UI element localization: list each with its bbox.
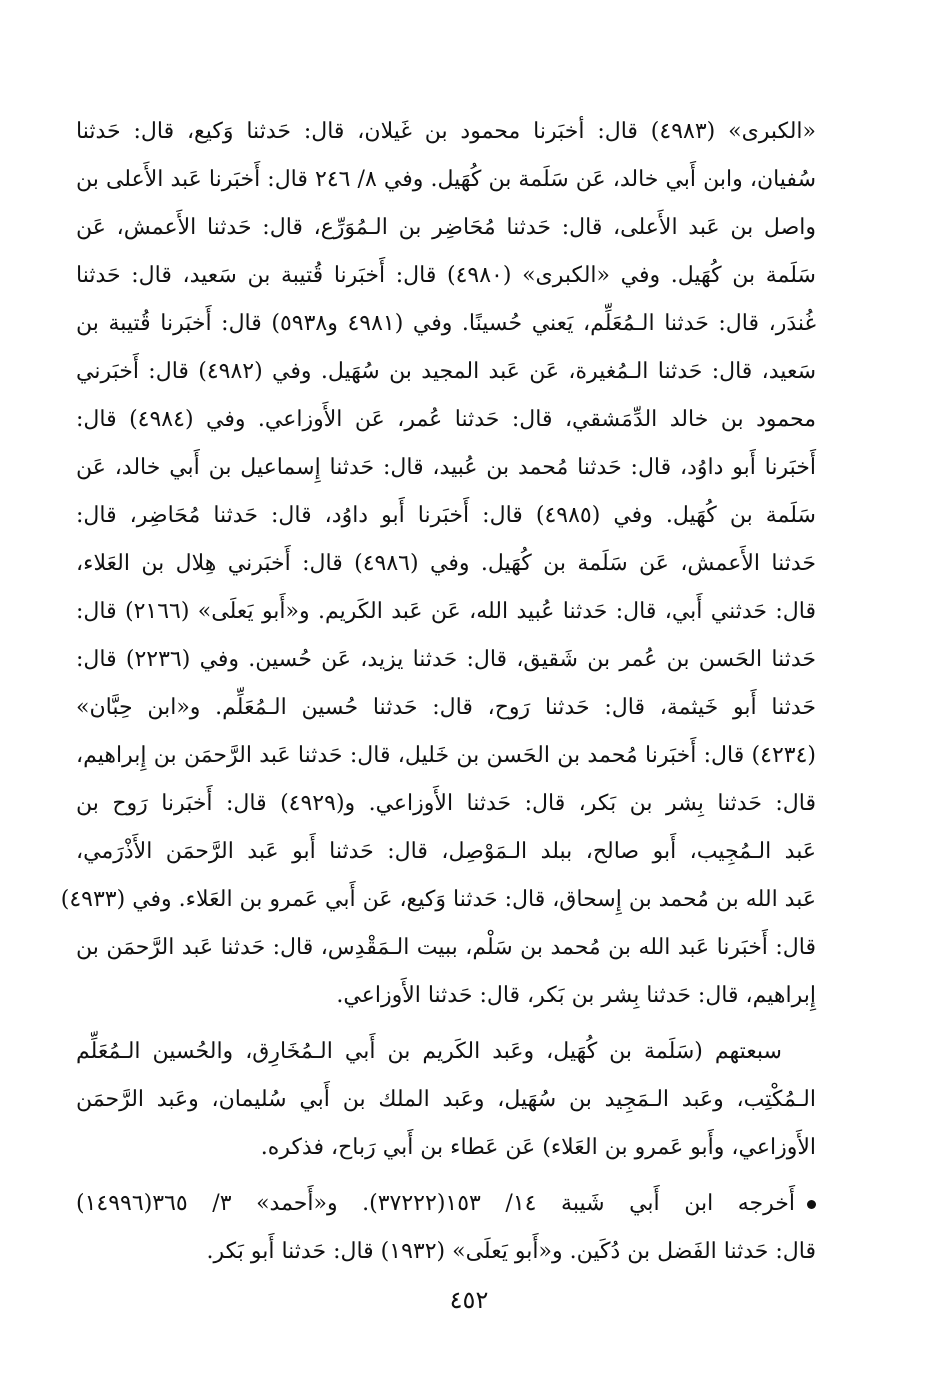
page-number: ٤٥٢ xyxy=(449,1286,489,1314)
main-paragraph xyxy=(60,108,817,1020)
footnote-line xyxy=(76,1180,816,1228)
text-line: قال: حَدثنا الفَضل بن دُكَين. و«أَبو يَعلَى» (١٩٣٢) قال: حَدثنا أَبو بَكر. xyxy=(206,1239,816,1264)
text-line: قال: أَخبَرنا عَبد الله بن مُحمد بن سَلْم، ببيت الـمَقْدِس، قال: حَدثنا عَبد الرَّحمَن بن xyxy=(76,935,816,960)
second-paragraph xyxy=(76,1028,816,1172)
text-line: قال: حَدثنا بِشر بن بَكر، قال: حَدثنا الأَوزاعي. و(٤٩٢٩) قال: أَخبَرنا رَوح بن xyxy=(76,791,817,816)
text-line: إِبراهيم، قال: حَدثنا بِشر بن بَكر، قال: حَدثنا الأَوزاعي. xyxy=(336,983,816,1008)
text-line: الأَوزاعي، وأَبو عَمرو بن العَلاء) عَن عَطاء بن أَبي رَباح، فذكره. xyxy=(260,1135,816,1160)
text-line: عَبد الـمُجِيب، أَبو صالح، ببلد الـمَوْصِل، قال: حَدثنا أَبو عَبد الرَّحمَن الأَذْرَمي، xyxy=(76,839,816,864)
text-line: سَعيد، قال: حَدثنا الـمُغيرة، عَن عَبد المجيد بن سُهَيل. وفي (٤٩٨٢) قال: أَخبَرني xyxy=(76,359,816,384)
text-line: عَبد الله بن مُحمد بن إِسحاق، قال: حَدثنا وَكيع، عَن أَبي عَمرو بن العَلاء. وفي (٤٩٣٣) xyxy=(60,887,816,912)
text-line: محمود بن خالد الدِّمَشقي، قال: حَدثنا عُمر، عَن الأَوزاعي. وفي (٤٩٨٤) قال: xyxy=(76,407,816,432)
text-line: «الكبرى» (٤٩٨٣) قال: أخبَرنا محمود بن غَيلان، قال: حَدثنا وَكيع، قال: حَدثنا xyxy=(76,119,816,144)
text-line: حَدثنا الحَسن بن عُمر بن شَقيق، قال: حَدثنا يزيد، عَن حُسين. وفي (٢٢٣٦) قال: xyxy=(76,647,816,672)
text-line: سبعتهم (سَلَمة بن كُهَيل، وعَبد الكَريم بن أَبي الـمُخَارِق، والحُسين الـمُعَلِّم xyxy=(76,1039,782,1064)
page-body xyxy=(60,108,817,1276)
text-line: سُفيان، وابن أَبي خالد، عَن سَلَمة بن كُهَيل. وفي ٨/ ٢٤٦ قال: أَخبَرنا عَبد الأَعلى بن xyxy=(76,167,816,192)
footnote-text: أَخرجه ابن أَبي شَيبة ١٤/ ١٥٣(٣٧٢٢٢). و«أَحمد» ٣/ ٣٦٥(١٤٩٩٦) xyxy=(76,1191,795,1216)
text-line: سَلَمة بن كُهَيل. وفي (٤٩٨٥) قال: أَخبَرنا أَبو داوُد، قال: حَدثنا مُحَاضِر، قال: xyxy=(76,503,816,528)
text-line: واصل بن عَبد الأَعلى، قال: حَدثنا مُحَاضِر بن الـمُوَرِّع، قال: حَدثنا الأَعمش، عَن xyxy=(76,215,816,240)
bullet-icon xyxy=(807,1200,816,1209)
footnote-paragraph xyxy=(76,1180,816,1276)
text-line: الـمُكْتِب، وعَبد الـمَجِيد بن سُهَيل، وعَبد الملك بن أَبي سُليمان، وعَبد الرَّحمَن xyxy=(76,1087,816,1112)
text-line: سَلَمة بن كُهَيل. وفي «الكبرى» (٤٩٨٠) قال: أَخبَرنا قُتيبة بن سَعيد، قال: حَدثنا xyxy=(76,263,816,288)
text-line: أَخبَرنا أَبو داوُد، قال: حَدثنا مُحمد بن عُبيد، قال: حَدثنا إِسماعيل بن أَبي خالد، عَن xyxy=(76,455,816,480)
text-line: حَدثنا أَبو خَيثمة، قال: حَدثنا رَوح، قال: حَدثنا حُسين الـمُعَلِّم. و«ابن حِبَّان» xyxy=(76,695,816,720)
text-line: حَدثنا الأَعمش، عَن سَلَمة بن كُهَيل. وفي (٤٩٨٦) قال: أَخبَرني هِلال بن العَلاء، xyxy=(76,551,816,576)
text-line: غُندَر، قال: حَدثنا الـمُعَلِّم، يَعني حُسينًا. وفي (٤٩٨١ و٥٩٣٨) قال: أَخبَرنا قُتيبة بن xyxy=(76,311,817,336)
text-line: قال: حَدثني أَبي، قال: حَدثنا عُبيد الله، عَن عَبد الكَريم. و«أَبو يَعلَى» (٢١٦٦) قال: xyxy=(76,599,816,624)
text-line: (٤٢٣٤) قال: أَخبَرنا مُحمد بن الحَسن بن خَليل، قال: حَدثنا عَبد الرَّحمَن بن إِبراهيم، xyxy=(76,743,816,768)
